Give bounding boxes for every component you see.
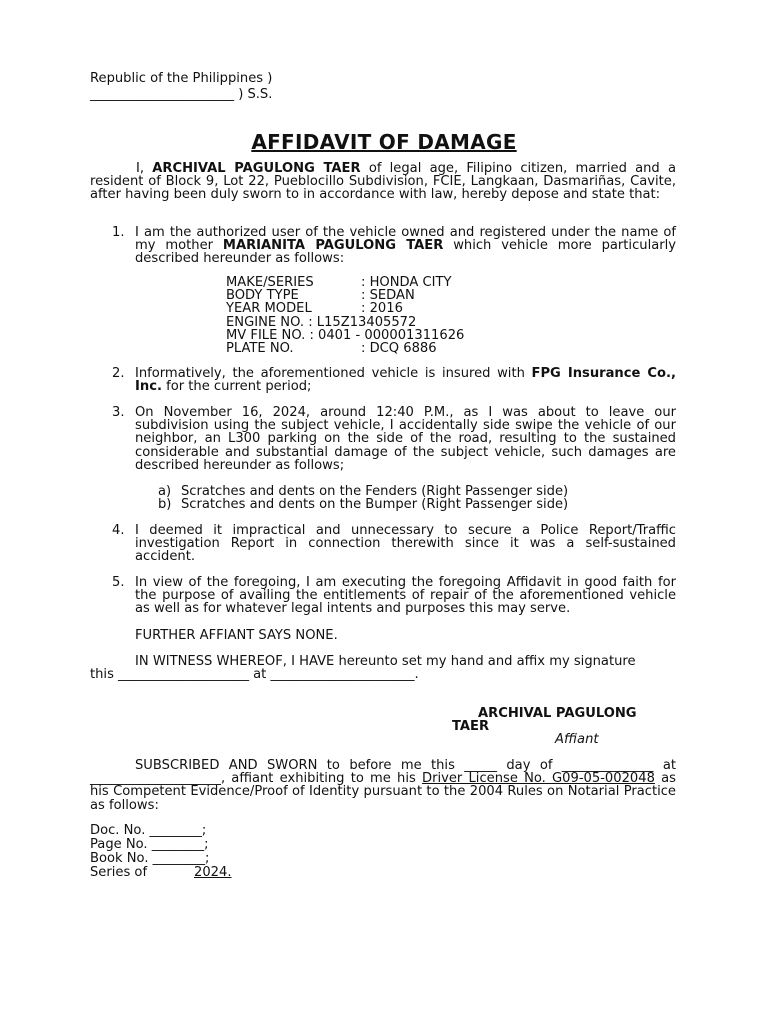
vehicle-row: MAKE/SERIES : HONDA CITY (226, 275, 452, 290)
intro-paragraph: I, ARCHIVAL PAGULONG TAER of legal age, Filipino citizen, married and a resident of Block 9, Lot 22, Pueblocillo Subdivision, FCIE, Langkaan, Dasmariñas, Cavite, after having been duly sworn to in accordance with law, hereby depose and state that: (90, 161, 676, 203)
damage-item-text: Scratches and dents on the Fenders (Right Passenger side) (181, 484, 569, 499)
venue-line-2: ______________________ ) S.S. (90, 87, 273, 102)
signatory-name-line-1: ARCHIVAL PAGULONG (478, 706, 637, 721)
damage-item-text: Scratches and dents on the Bumper (Right Passenger side) (181, 497, 569, 512)
item-number: 4. (112, 523, 125, 538)
signatory-name-line-2: TAER (452, 719, 490, 734)
damage-item-label: a) (158, 484, 172, 499)
vehicle-row: MV FILE NO. : 0401 - 000001311626 (226, 327, 465, 343)
item-number: 1. (112, 225, 125, 240)
affiant-name: ARCHIVAL PAGULONG TAER (152, 161, 361, 176)
item-2-text: Informatively, the aforementioned vehicle is insured with FPG Insurance Co., Inc. for the current period; (135, 366, 676, 395)
item-number: 2. (112, 366, 125, 381)
book-no: Book No. ________; (90, 851, 210, 866)
page-no: Page No. ________; (90, 837, 209, 852)
item-number: 5. (112, 575, 125, 590)
item-3-text: On November 16, 2024, around 12:40 P.M., as I was about to leave our subdivision using the subject vehicle, I accidentally side swipe the vehicle of our neighbor, an L300 parking on the side of the road, resulting to the sustained considerable and substantial damage of the subject vehicle, such damages are described hereunder as follows; (135, 405, 676, 473)
item-number: 3. (112, 405, 125, 420)
owner-name: MARIANITA PAGULONG TAER (222, 238, 444, 254)
witness-line-1: IN WITNESS WHEREOF, I HAVE hereunto set my hand and affix my signature (135, 654, 636, 669)
vehicle-details (226, 276, 464, 355)
item-1-text: I am the authorized user of the vehicle owned and registered under the name of my mother MARIANITA PAGULONG TAER which vehicle more particularly described hereunder as follows: (135, 225, 676, 267)
witness-line-2: this ____________________ at ______________________. (90, 667, 419, 682)
series-label: Series of (90, 865, 148, 880)
jurat-paragraph: SUBSCRIBED AND SWORN to before me this _____ day of ______________ at ____________________, affiant exhibiting to me his Driver License No. G09-05-002048 as his Competent Evidence/Proof of Identity pursuant to the 2004 Rules on Notarial Practice as follows: (90, 758, 676, 813)
affiant-role: Affiant (555, 732, 599, 747)
vehicle-row: PLATE NO. : DCQ 6886 (226, 341, 437, 357)
document-title: AFFIDAVIT OF DAMAGE (251, 130, 517, 154)
insurer-name: FPG Insurance Co., Inc. (135, 366, 676, 395)
further-affiant-line: FURTHER AFFIANT SAYS NONE. (135, 628, 338, 643)
venue-line-1: Republic of the Philippines ) (90, 71, 273, 86)
vehicle-row: YEAR MODEL : 2016 (226, 301, 403, 317)
competent-id: Driver License No. G09-05-002048 (422, 771, 655, 787)
item-5-text: In view of the foregoing, I am executing the foregoing Affidavit in good faith for the purpose of availing the entitlements of repair of the aforementioned vehicle as well as for whatever legal intents and purposes this may serve. (135, 575, 676, 617)
vehicle-row: ENGINE NO. : L15Z13405572 (226, 314, 417, 330)
item-4-text: I deemed it impractical and unnecessary to secure a Police Report/Traffic investigation Report in connection therewith since it was a self-sustained accident. (135, 523, 676, 565)
series-year: 2024. (194, 865, 232, 880)
damage-item-label: b) (158, 497, 172, 512)
doc-no: Doc. No. ________; (90, 823, 207, 838)
vehicle-row: BODY TYPE : SEDAN (226, 288, 415, 304)
